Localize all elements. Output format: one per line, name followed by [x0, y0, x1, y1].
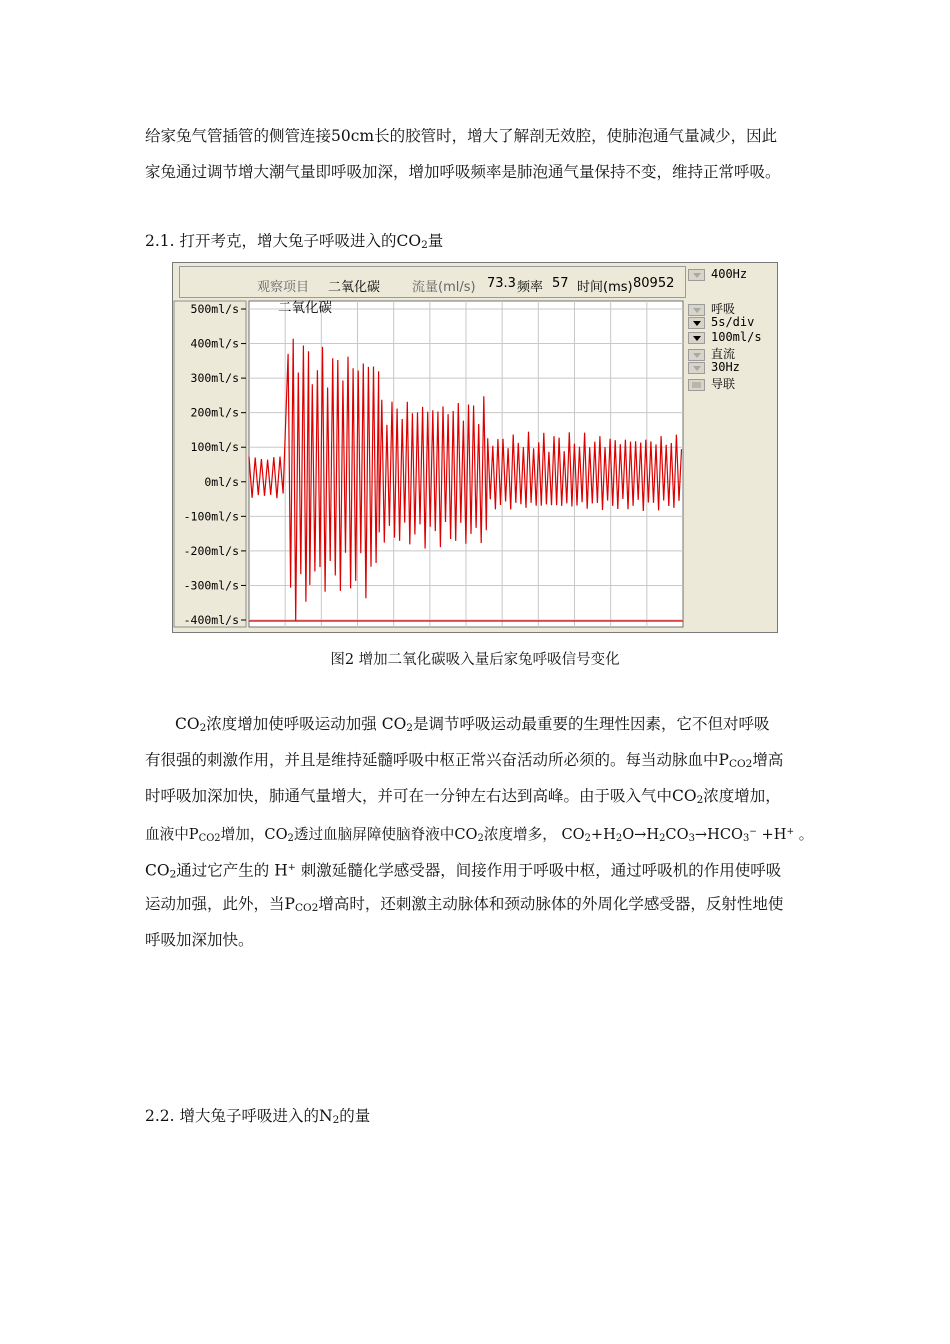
chevron-down-icon[interactable]: [688, 317, 705, 329]
window-toolbar: [179, 266, 686, 298]
section-2-2-heading: 2.2. 增大兔子呼吸进入的$N_2$的量: [145, 1107, 371, 1127]
filter-control[interactable]: 30Hz: [688, 360, 740, 374]
freq-label: 频率: [517, 280, 544, 295]
time-scale-control[interactable]: 5s/div: [688, 315, 754, 329]
freq-value: 57: [552, 276, 569, 291]
paragraph-2-line-6: 运动加强，此外，当$P_{CO2}$增高时，还刺激主动脉体和颈动脉体的外周化学感受器，反射性地使: [145, 895, 784, 915]
y-tick-label: -300ml/s: [183, 578, 239, 593]
time-label: 时间(ms): [577, 280, 633, 295]
plot-title: 二氧化碳: [278, 300, 332, 316]
y-tick-label: 100ml/s: [190, 440, 239, 455]
paragraph-2-line-5: $CO_2$通过它产生的 H+ 刺激延髓化学感受器，间接作用于呼吸中枢，通过呼吸机的作用使呼吸: [145, 861, 782, 881]
figure-caption: 图2 增加二氧化碳吸入量后家兔呼吸信号变化: [330, 652, 620, 668]
filter-top-control[interactable]: 400Hz: [688, 267, 747, 281]
item-label: 观察项目: [257, 280, 310, 295]
channel-control[interactable]: 呼吸: [688, 300, 735, 317]
paragraph-2-line-7: 呼吸加深加快。: [145, 931, 254, 949]
y-tick-label: -200ml/s: [183, 543, 239, 558]
respiration-chart: [173, 297, 685, 631]
signal-window: [172, 262, 778, 633]
paragraph-1-line-1: 给家兔气管插管的侧管连接50cm长的胶管时，增大了解剖无效腔，使肺泡通气量减少，因此: [145, 127, 778, 145]
amp-scale-control[interactable]: 100ml/s: [688, 330, 762, 344]
chevron-down-icon[interactable]: [688, 269, 705, 281]
chevron-down-icon[interactable]: [688, 332, 705, 344]
flow-value: 73.3: [487, 276, 516, 291]
paragraph-2-line-3: 时呼吸加深加快，肺通气量增大，并可在一分钟左右达到高峰。由于吸入气中$CO_2$浓度增加，: [145, 787, 781, 807]
y-tick-label: 500ml/s: [190, 302, 239, 316]
y-tick-label: 400ml/s: [190, 336, 239, 351]
chevron-down-icon[interactable]: [688, 362, 705, 374]
item-value: 二氧化碳: [328, 280, 381, 295]
chevron-down-icon[interactable]: [688, 304, 705, 316]
time-value: 80952: [633, 276, 675, 291]
paragraph-2-line-2: 有很强的刺激作用，并且是维持延髓呼吸中枢正常兴奋活动所必须的。每当动脉血中$P_{CO2}$增高: [145, 751, 784, 771]
lead-control[interactable]: 导联: [688, 375, 735, 392]
lead-button-icon[interactable]: [688, 379, 705, 391]
y-tick-label: -100ml/s: [183, 509, 239, 524]
plot-area: [173, 297, 685, 631]
coupling-control[interactable]: 直流: [688, 345, 735, 362]
chevron-down-icon[interactable]: [688, 349, 705, 361]
section-2-1-heading: 2.1. 打开考克，增大兔子呼吸进入的$CO_2$量: [145, 232, 444, 252]
y-tick-label: 200ml/s: [190, 405, 239, 420]
y-tick-label: -400ml/s: [183, 613, 239, 627]
paragraph-1-line-2: 家兔通过调节增大潮气量即呼吸加深，增加呼吸频率是肺泡通气量保持不变，维持正常呼吸。: [145, 163, 781, 181]
flow-label: 流量(ml/s): [412, 280, 476, 295]
paragraph-2-line-1: $CO_2$浓度增加使呼吸运动加强 $CO_2$是调节呼吸运动最重要的生理性因素，它不但对呼吸: [175, 715, 770, 735]
paragraph-2-line-4: 血液中PCO2增加，CO2透过血脑屏障使脑脊液中CO2浓度增多， CO2+H2O→H2CO3→HCO3− +H+ 。: [145, 825, 814, 844]
y-tick-label: 300ml/s: [190, 371, 239, 386]
y-tick-label: 0ml/s: [204, 474, 239, 489]
